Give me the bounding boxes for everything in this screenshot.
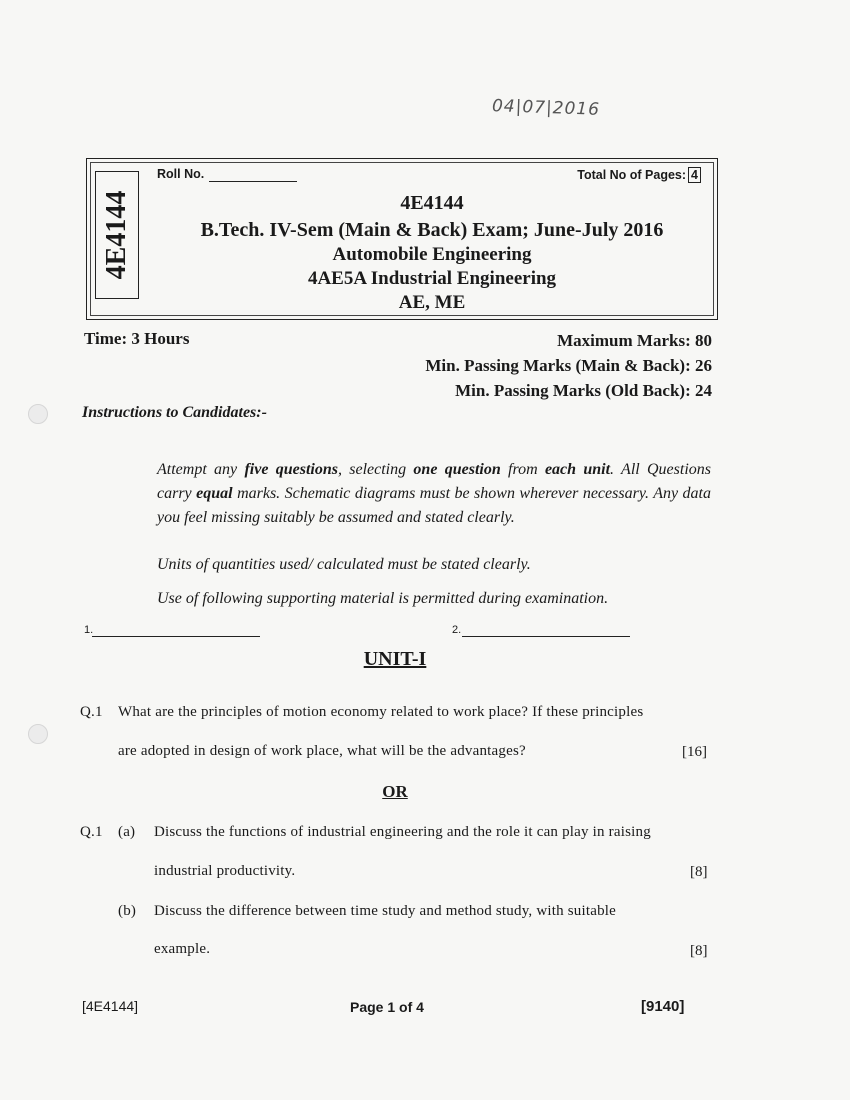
exam-title: B.Tech. IV-Sem (Main & Back) Exam; June-July 2016 xyxy=(200,219,664,241)
material-instruction: Use of following supporting material is permitted during examination. xyxy=(157,590,609,607)
side-code-box xyxy=(95,171,139,299)
footer-page-number: Page 1 of 4 xyxy=(350,999,424,1015)
subquestion-label: (a) xyxy=(118,824,136,840)
branch-name: Automobile Engineering xyxy=(332,244,532,265)
min-passing-old-back: Min. Passing Marks (Old Back): 24 xyxy=(455,381,712,400)
question-text-line: industrial productivity. xyxy=(154,863,296,879)
question-text-line: Discuss the difference between time study and method study, with suitable xyxy=(154,903,616,919)
side-code-text: 4E4144 xyxy=(101,190,132,280)
blank-two-line xyxy=(462,636,630,637)
question-marks: [16] xyxy=(682,744,707,760)
instr-text: , selecting xyxy=(337,461,414,478)
instr-emphasis: equal xyxy=(196,485,233,502)
departments: AE, ME xyxy=(398,292,466,313)
instructions-title: Instructions to Candidates:- xyxy=(82,404,267,421)
instr-emphasis: each unit xyxy=(544,461,611,478)
roll-number-blank xyxy=(209,181,297,182)
exam-header-box xyxy=(86,158,718,320)
subject-name: 4AE5A Industrial Engineering xyxy=(307,268,557,289)
punch-hole xyxy=(28,404,48,424)
roll-number-label: Roll No. xyxy=(157,167,205,181)
instructions-paragraph xyxy=(157,458,711,530)
question-marks: [8] xyxy=(690,943,708,959)
handwritten-date: 04|07|2016 xyxy=(491,96,601,120)
instr-text: Attempt any xyxy=(157,461,245,478)
paper-code: 4E4144 xyxy=(400,192,464,214)
question-text-line: Discuss the functions of industrial engineering and the role it can play in raising xyxy=(154,824,651,840)
footer-serial: [9140] xyxy=(641,998,685,1015)
or-separator: OR xyxy=(382,782,408,801)
total-pages xyxy=(577,167,701,183)
instr-text: from xyxy=(500,461,545,478)
min-passing-main-back: Min. Passing Marks (Main & Back): 26 xyxy=(425,356,712,375)
instr-text: marks. Schematic diagrams must be shown wherever necessary. Any data you feel missing suitably be assumed and stated clearly. xyxy=(157,485,712,526)
time-allowed: Time: 3 Hours xyxy=(84,329,190,348)
question-number: Q.1 xyxy=(80,704,103,720)
question-text-line: are adopted in design of work place, what will be the advantages? xyxy=(118,743,526,759)
question-marks: [8] xyxy=(690,864,708,880)
total-pages-label: Total No of Pages: xyxy=(577,168,687,182)
footer-paper-code: [4E4144] xyxy=(82,998,139,1014)
instr-text: . All Questions carry xyxy=(157,461,712,502)
subquestion-label: (b) xyxy=(118,903,137,919)
units-instruction: Units of quantities used/ calculated must be stated clearly. xyxy=(157,556,531,573)
instr-emphasis: five questions xyxy=(244,461,338,478)
question-text-line: example. xyxy=(154,941,211,957)
maximum-marks: Maximum Marks: 80 xyxy=(557,331,712,350)
question-number: Q.1 xyxy=(80,824,103,840)
instr-emphasis: one question xyxy=(413,461,501,478)
unit-title: UNIT-I xyxy=(363,648,427,670)
total-pages-value: 4 xyxy=(688,167,701,183)
blank-two-label: 2. xyxy=(452,624,462,636)
blank-one-line xyxy=(92,636,260,637)
punch-hole xyxy=(28,724,48,744)
question-text-line: What are the principles of motion economy related to work place? If these principles xyxy=(118,704,644,720)
blank-one-label: 1. xyxy=(84,624,94,636)
